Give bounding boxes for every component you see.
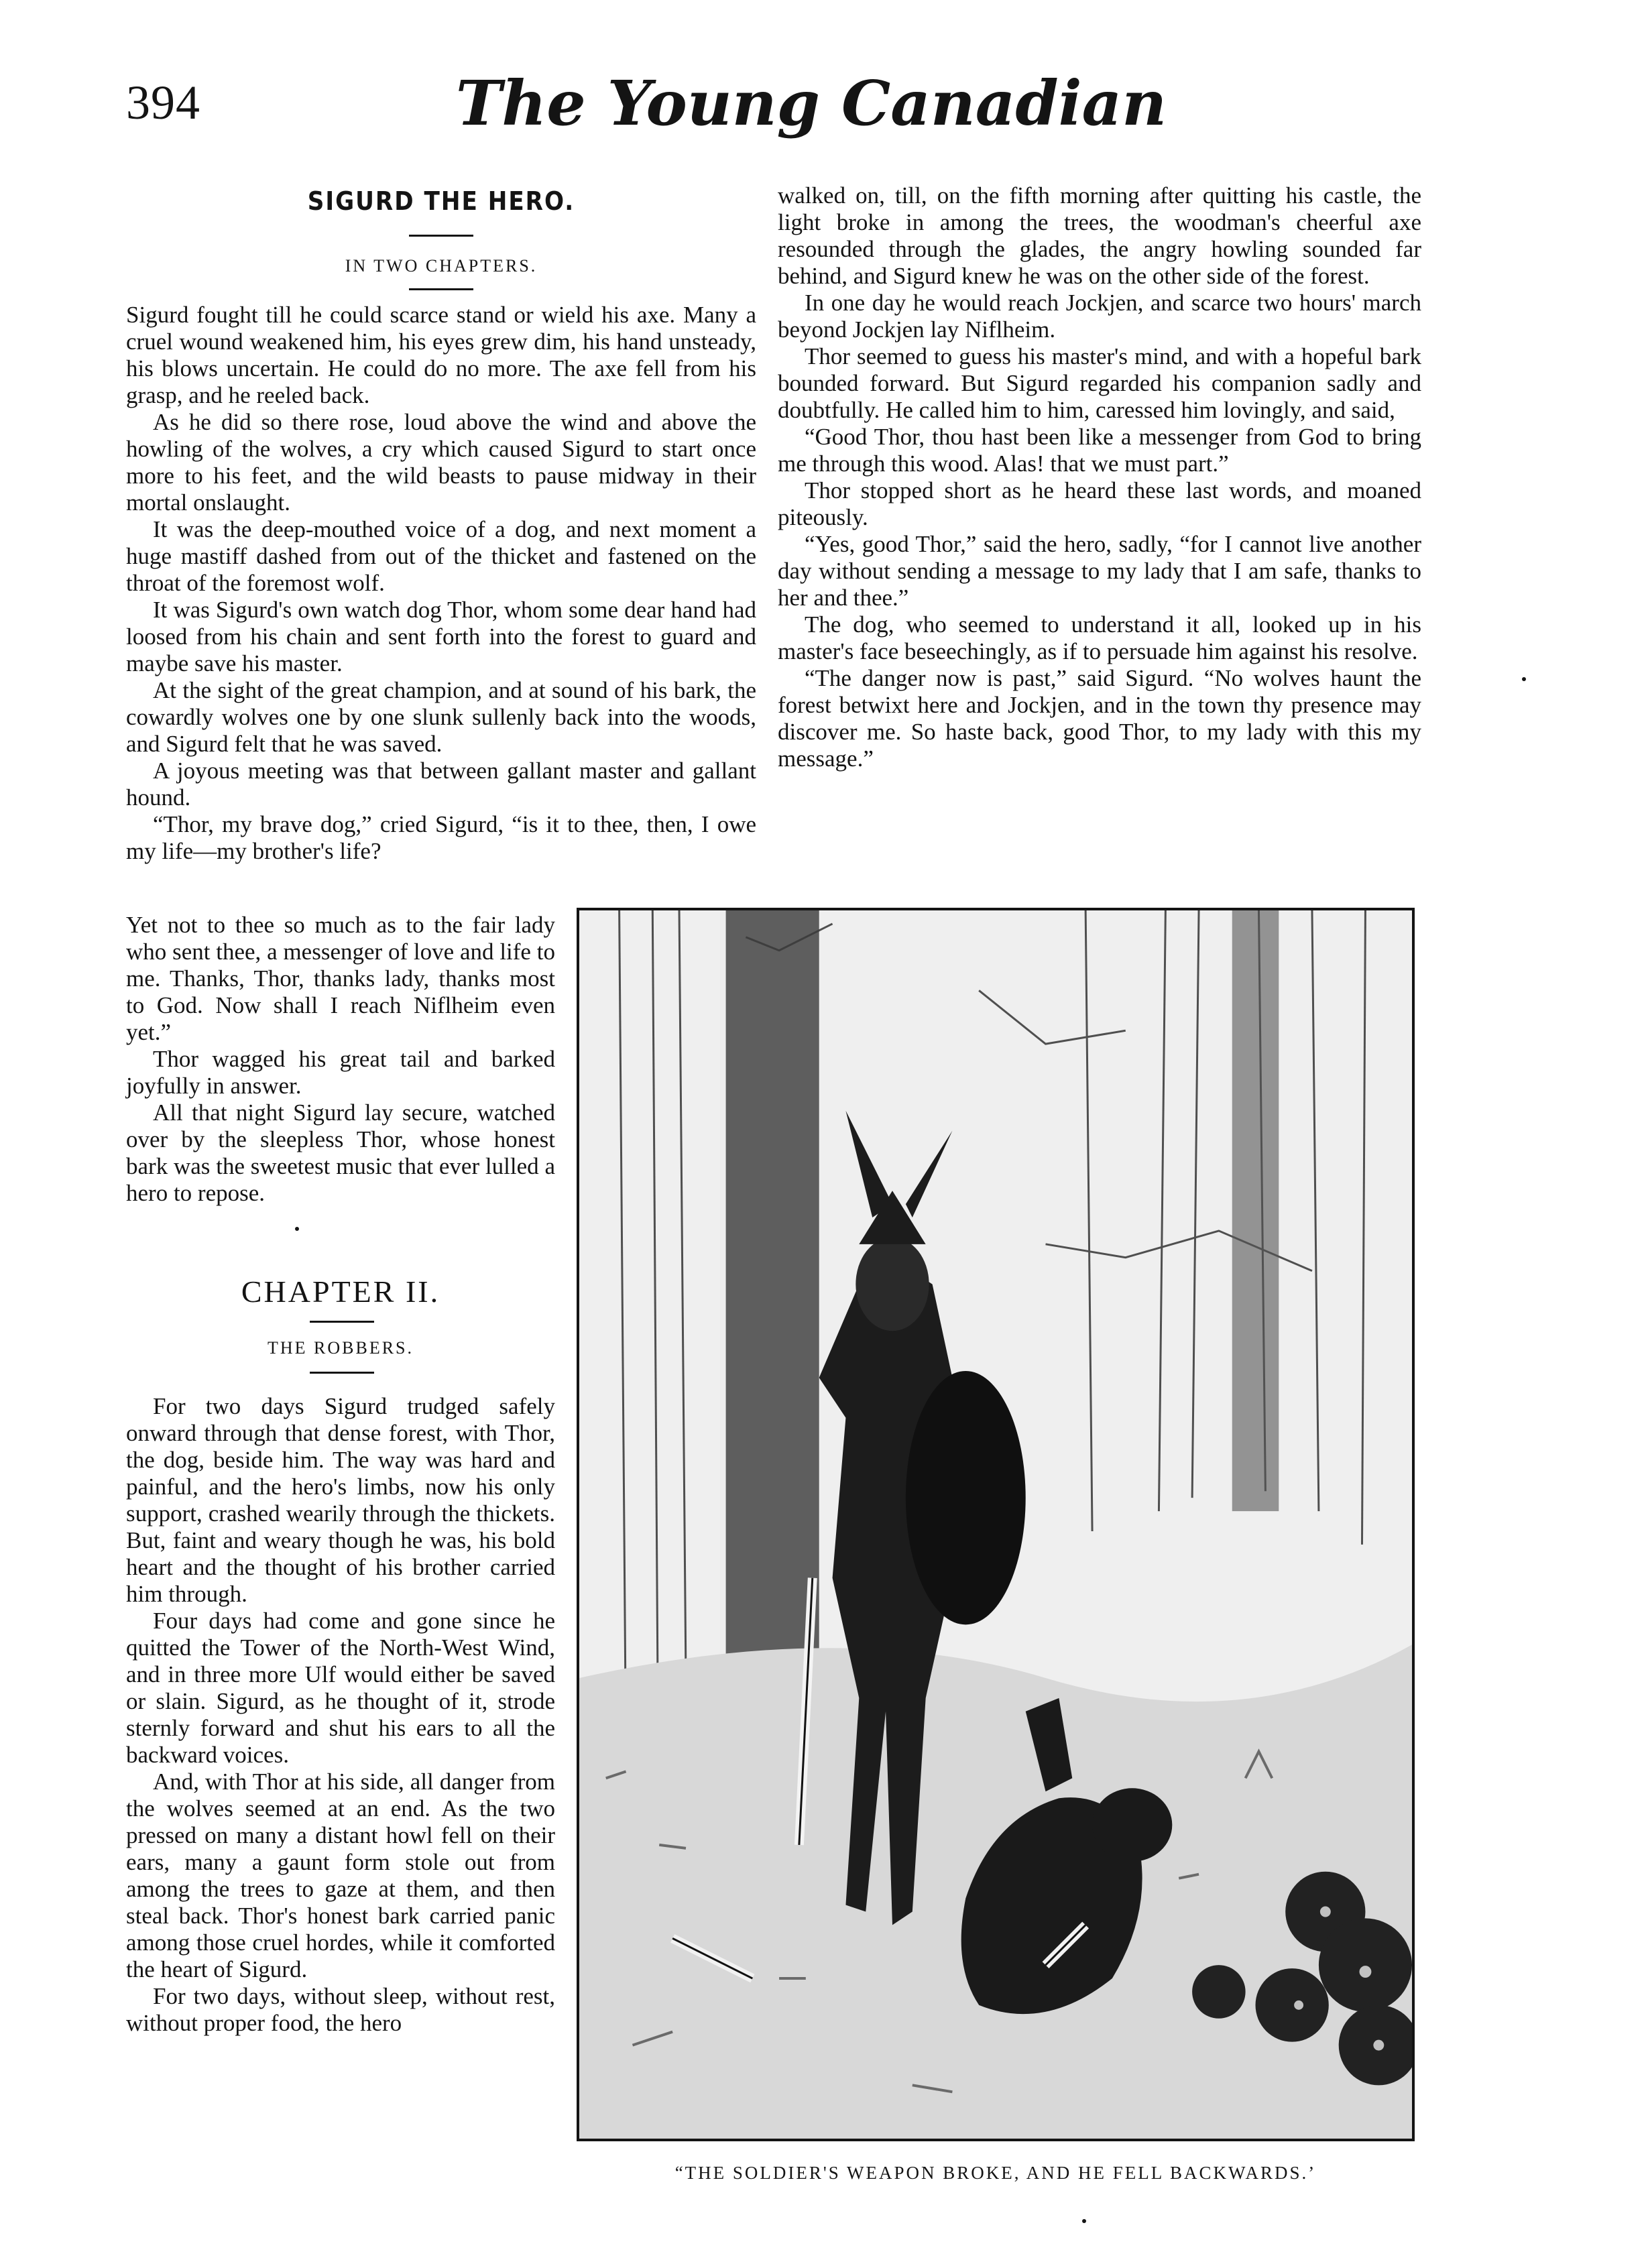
left-column-top [126,302,756,865]
paragraph: For two days, without sleep, without rest, without proper food, the hero [126,1983,555,2036]
chapter-subtitle: THE ROBBERS. [267,1338,414,1358]
masthead: The Young Canadian [455,67,1167,139]
paragraph: At the sight of the great champion, and at sound of his bark, the cowardly wolves one by one slunk sullenly back into the woods, and Sigurd felt that he was saved. [126,677,756,757]
paragraph: Sigurd fought till he could scarce stand or wield his axe. Many a cruel wound weakened him, his eyes grew dim, his hand unsteady, his blows uncertain. He could do no more. The axe fell from his grasp, and he reeled back. [126,302,756,408]
paragraph: A joyous meeting was that between gallant master and gallant hound. [126,758,756,811]
paragraph: “Yes, good Thor,” said the hero, sadly, “for I cannot live another day without sending a message to my lady that I am safe, thanks to her and thee.” [778,531,1421,611]
paragraph: It was the deep-mouthed voice of a dog, and next moment a huge mastiff dashed from out of the thicket and fastened on the throat of the foremost wolf. [126,516,756,596]
left-column-narrow [126,912,555,1207]
paragraph: For two days Sigurd trudged safely onward through that dense forest, with Thor, the dog, beside him. The way was hard and painful, and the hero's limbs, now his only support, crashed wearily through the thickets. But, faint and weary though he was, his bold heart and the thought of his brother carried him through. [126,1393,555,1607]
decorative-dot [1522,677,1526,681]
paragraph: In one day he would reach Jockjen, and scarce two hours' march beyond Jockjen lay Niflheim. [778,290,1421,343]
paragraph: “Good Thor, thou hast been like a messenger from God to bring me through this wood. Alas! that we must part.” [778,424,1421,477]
chapter-column [126,1393,555,2037]
chapter-title: CHAPTER II. [241,1274,440,1309]
story-subtitle: IN TWO CHAPTERS. [345,256,538,276]
paragraph: walked on, till, on the fifth morning after quitting his castle, the light broke in among the trees, the woodman's cheerful axe resounded through the glades, the angry howling sounded far behind, and Sigurd knew he was on the other side of the forest. [778,182,1421,289]
paragraph: Four days had come and gone since he quitted the Tower of the North-West Wind, and in three more Ulf would either be saved or slain. Sigurd, as he thought of it, strode sternly forward and shut his ears to all the backward voices. [126,1608,555,1768]
chapter-subtitle-rule [310,1372,374,1374]
decorative-dot [1082,2219,1086,2223]
paragraph: As he did so there rose, loud above the wind and above the howling of the wolves, a cry which caused Sigurd to start once more to his feet, and the wild beasts to pause midway in their mortal onslaught. [126,409,756,516]
page-number: 394 [126,76,200,129]
chapter-rule [310,1321,374,1323]
paragraph: Thor wagged his great tail and barked joyfully in answer. [126,1046,555,1099]
paragraph: Thor seemed to guess his master's mind, and with a hopeful bark bounded forward. But Sigurd regarded his companion sadly and doubtfully. He called him to him, caressed him lovingly, and said, [778,343,1421,423]
illustration-caption: “THE SOLDIER'S WEAPON BROKE, AND HE FELL BACKWARDS.’ [674,2163,1317,2183]
paragraph: All that night Sigurd lay secure, watched over by the sleepless Thor, whose honest bark was the sweetest music that ever lulled a hero to repose. [126,1099,555,1206]
story-title: SIGURD THE HERO. [307,186,575,216]
paragraph: It was Sigurd's own watch dog Thor, whom some dear hand had loosed from his chain and sent forth into the forest to guard and maybe save his master. [126,597,756,676]
subtitle-rule [409,288,473,290]
title-rule [409,235,473,237]
paragraph: And, with Thor at his side, all danger from the wolves seemed at an end. As the two pressed on many a distant howl fell on their ears, many a gaunt form stole out from among the trees to gaze at them, and then steal back. Thor's honest bark carried panic among those cruel hordes, while it comforted the heart of Sigurd. [126,1769,555,1982]
right-column [778,182,1421,772]
decorative-dot [295,1227,299,1231]
paragraph: The dog, who seemed to understand it all, looked up in his master's face beseechingly, as if to persuade him against his resolve. [778,611,1421,664]
illustration-drawing [579,910,1412,2139]
paragraph: Yet not to thee so much as to the fair lady who sent thee, a messenger of love and life to me. Thanks, Thor, thanks lady, thanks most to God. Now shall I reach Niflheim even yet.” [126,912,555,1045]
engraving-illustration [577,908,1415,2141]
paragraph: “The danger now is past,” said Sigurd. “No wolves haunt the forest betwixt here and Jockjen, and in the town thy presence may discover me. So haste back, good Thor, to my lady with this my message.” [778,665,1421,772]
paragraph: “Thor, my brave dog,” cried Sigurd, “is it to thee, then, I owe my life—my brother's life? [126,811,756,864]
paragraph: Thor stopped short as he heard these last words, and moaned piteously. [778,477,1421,530]
